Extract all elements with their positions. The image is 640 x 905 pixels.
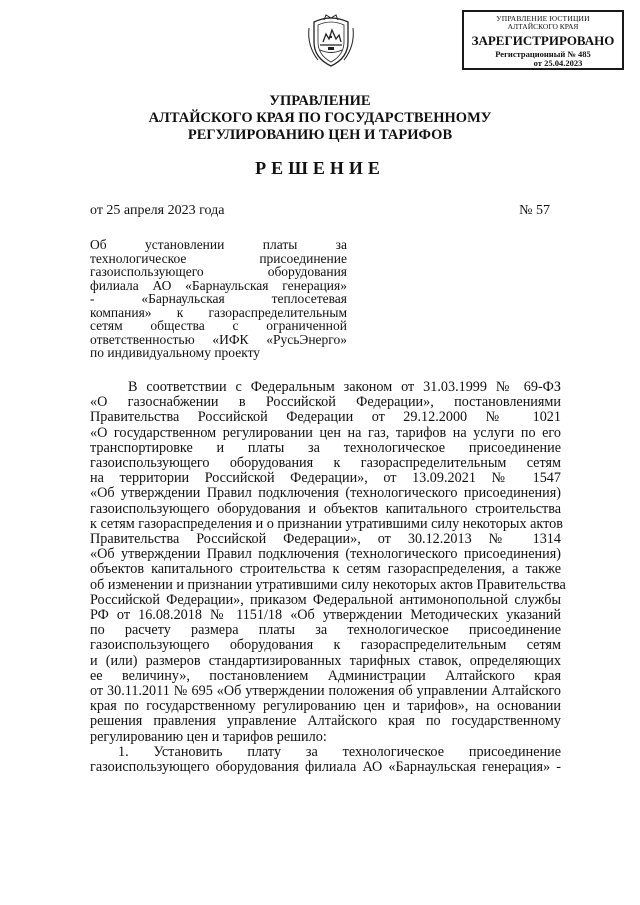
subject-line: компания» к газораспределительным [90,304,347,320]
subject-line: сетям общества с ограниченной [90,318,347,333]
subject-line: филиала АО «Барнаульская генерация» [90,277,347,293]
body-line: «О государственном регулировании цен на газ, тарифов на услуги по его [90,424,561,441]
registration-stamp [462,10,624,70]
body-line: по расчету размера платы за технологическое присоединение [90,622,561,639]
stamp-line-authority: УПРАВЛЕНИЕ ЮСТИЦИИ [496,14,590,23]
body-line: 1. Установить плату за технологическое присоединение [118,743,561,760]
body-line: на территории Российской Федерации», от 13.09.2021 № 1547 [90,470,561,487]
body-line: Правительства Российской Федерации от 29.12.2000 № 1021 [90,409,561,426]
document-subject [90,238,347,360]
stamp-reg-number: Регистрационный № 485 [495,49,591,59]
body-line: газоиспользующего оборудования к газораспределительным сетям [90,637,561,654]
document-number: № 57 [519,203,550,218]
subject-line: технологическое присоединение [90,250,347,266]
coat-of-arms-emblem [306,12,356,70]
body-line: и (или) размеров стандартизированных тарифных ставок, определяющих [90,652,561,669]
body-line: ее величину», постановлением Администрации Алтайского края [90,667,561,684]
stamp-date: от 25.04.2023 [533,58,583,68]
body-line: «Об утверждении Правил подключения (технологического присоединения) [90,485,561,502]
body-line: Российской Федерации», приказом Федеральной антимонопольной службы [90,591,561,608]
document-meta-row [90,203,550,219]
body-line: «О газоснабжении в Российской Федерации», постановлениями [90,394,561,411]
body-line: от 30.11.2011 № 695 «Об утверждении положения об управлении Алтайского [90,683,561,700]
body-line: объектов капитального строительства к сетям газораспределения, а также [90,561,561,578]
body-line: В соответствии с Федеральным законом от 31.03.1999 № 69-ФЗ [128,379,561,395]
subject-line: по индивидуальному проекту [90,345,261,360]
body-line: газоиспользующего оборудования филиала АО «Барнаульская генерация» - [90,759,561,776]
body-line: края по государственному регулированию цен и тарифов», на основании [90,698,561,715]
body-line: регулированию цен и тарифов решило: [90,728,327,745]
subject-line: ответственностью «ИФК «РусьЭнерго» [90,331,347,347]
body-line: газоиспользующего оборудования к газораспределительным сетям [90,455,561,472]
subject-line: - «Барнаульская теплосетевая [90,291,347,306]
body-line: об изменении и признании утратившими силу некоторых актов Правительства [90,576,566,593]
document-body [90,379,566,776]
authority-line: РЕГУЛИРОВАНИЮ ЦЕН И ТАРИФОВ [187,127,453,143]
authority-line: АЛТАЙСКОГО КРАЯ ПО ГОСУДАРСТВЕННОМУ [148,110,492,126]
body-line: газоиспользующего оборудования и объектов капитального строительства [90,500,561,517]
authority-line: УПРАВЛЕНИЕ [269,93,371,109]
subject-line: газоиспользующего оборудования [90,264,347,279]
document-date: от 25 апреля 2023 года [90,203,225,218]
document-kind-title: РЕШЕНИЕ [255,158,385,178]
stamp-line-region: АЛТАЙСКОГО КРАЯ [507,22,579,31]
body-line: к сетям газораспределения и о признании утратившими силу некоторых актов [90,515,563,532]
body-line: РФ от 16.08.2018 № 1151/18 «Об утверждении Методических указаний [90,607,561,624]
body-line: транспортировке и платы за технологическое присоединение [90,439,561,456]
body-line: Правительства Российской Федерации», от 30.12.2013 № 1314 [90,531,561,548]
subject-line: Об установлении платы за [90,237,347,252]
stamp-status: ЗАРЕГИСТРИРОВАНО [471,33,615,48]
body-line: «Об утверждении Правил подключения (технологического присоединения) [90,546,561,563]
body-line: решения правления управление Алтайского края по государственному [90,713,561,730]
issuing-authority [0,93,640,144]
